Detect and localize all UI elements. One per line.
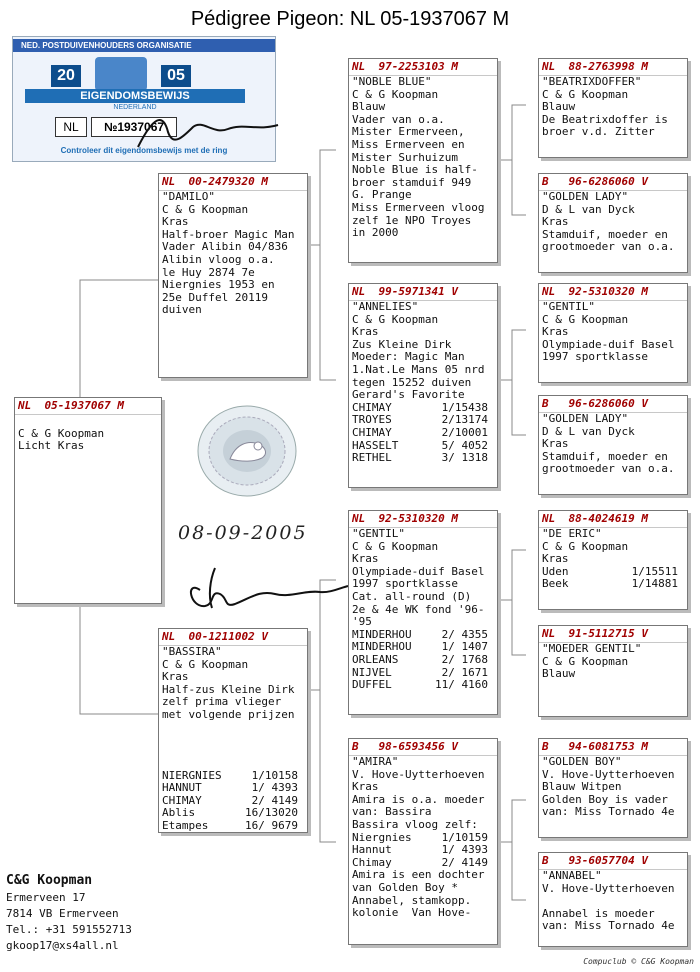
card-line: C & G Koopman — [352, 87, 439, 101]
race-result: 2/ 4149 — [251, 793, 298, 807]
card-line: Vader van o.a. — [352, 112, 445, 126]
card-line: 1.Nat.Le Mans 05 nrd — [352, 362, 485, 376]
race-result-row — [349, 679, 497, 692]
card-line: C & G Koopman — [542, 539, 629, 553]
card-line: in 2000 — [352, 226, 399, 240]
card-line: 2e & 4e WK fond '96- — [352, 602, 485, 616]
address-phone: Tel.: +31 591552713 — [6, 923, 132, 936]
handwritten-signature-icon — [180, 560, 350, 612]
certificate-control-text: Controleer dit eigendomsbewijs met de ring — [60, 146, 228, 155]
signature-date: 08-09-2005 — [178, 522, 308, 544]
card-line: C & G Koopman — [542, 654, 629, 668]
race-result: 2/ 4149 — [441, 855, 488, 869]
card-line: zelf prima vlieger — [162, 695, 282, 709]
card-line: "DAMILO" — [162, 190, 215, 203]
race-result-row — [349, 427, 497, 440]
card-line: le Huy 2874 7e — [162, 265, 255, 279]
card-line: grootmoeder van o.a. — [542, 240, 675, 254]
card-line: Moeder: Magic Man — [352, 350, 465, 364]
card-line: Noble Blue is half- — [352, 163, 478, 177]
race-place: HANNUT — [162, 781, 202, 795]
race-result: 11/ 4160 — [435, 678, 488, 692]
race-place: MINDERHOU — [352, 627, 412, 641]
race-result-row — [539, 578, 687, 591]
subject-ring-number: NL 05-1937067 M — [15, 398, 161, 415]
footer-credit: Compuclub © C&G Koopman — [583, 957, 694, 966]
card-line: Gerard's Favorite — [352, 388, 465, 402]
card-line: "DE ERIC" — [542, 527, 602, 540]
race-result: 2/ 1671 — [441, 665, 488, 679]
card-line: Niergnies 1953 en — [162, 278, 275, 292]
great-grandparent-card-2 — [538, 173, 688, 273]
card-line: Blauw — [542, 667, 576, 681]
card-line: Annabel is moeder — [542, 906, 655, 920]
dam-card — [158, 628, 308, 833]
race-result: 1/15438 — [441, 400, 488, 414]
card-line: V. Hove-Uytterhoeven — [352, 767, 485, 781]
ring-number: NL 92-5310320 M — [539, 284, 687, 301]
grandsire-paternal-card — [348, 58, 498, 263]
card-line: Blauw — [352, 100, 386, 114]
card-line: van Golden Boy * — [352, 880, 458, 894]
ownership-certificate — [12, 36, 276, 162]
granddam-paternal-card — [348, 283, 498, 488]
ring-number: NL 88-2763998 M — [539, 59, 687, 76]
club-seal-icon — [196, 404, 298, 498]
ring-number: B 93-6057704 V — [539, 853, 687, 870]
certificate-ring-number: №1937067 — [91, 117, 177, 137]
great-grandparent-card-3 — [538, 283, 688, 383]
race-result: 1/15511 — [631, 564, 678, 578]
race-place: NIERGNIES — [162, 768, 222, 782]
race-result-row — [159, 782, 307, 795]
great-grandparent-card-1 — [538, 58, 688, 158]
breeder-name: C&G Koopman — [6, 873, 93, 888]
card-line: Alibin vloog o.a. — [162, 252, 275, 266]
card-line: "GENTIL" — [542, 300, 595, 313]
lion-crest-icon — [95, 57, 147, 91]
dam-ring-number: NL 00-1211002 V — [159, 629, 307, 646]
card-line: "GOLDEN BOY" — [542, 755, 622, 768]
granddam-maternal-ring-number: B 98-6593456 V — [349, 739, 497, 756]
card-line: Amira is een dochter — [352, 868, 485, 882]
ring-number: NL 91-5112715 V — [539, 626, 687, 643]
granddam-paternal-ring-number: NL 99-5971341 V — [349, 284, 497, 301]
card-line: "AMIRA" — [352, 755, 399, 768]
card-line: Mister Surhuizum — [352, 150, 458, 164]
race-place: Ablis — [162, 806, 196, 820]
card-line: 25e Duffel 20119 — [162, 290, 268, 304]
card-line: Half-broer Magic Man — [162, 227, 295, 241]
great-grandparent-card-5 — [538, 510, 688, 610]
card-line: Kras — [162, 670, 189, 684]
race-result: 2/10001 — [441, 425, 488, 439]
card-line: D & L van Dyck — [542, 424, 635, 438]
card-line: '95 — [352, 615, 372, 629]
race-result-row — [349, 452, 497, 465]
card-line: Kras — [162, 215, 189, 229]
card-line: van: Bassira — [352, 805, 432, 819]
race-result: 1/ 4393 — [251, 781, 298, 795]
ring-number: B 96-6286060 V — [539, 174, 687, 191]
grandsire-maternal-ring-number: NL 92-5310320 M — [349, 511, 497, 528]
card-line: Mister Ermerveen, — [352, 125, 465, 139]
card-line — [539, 895, 687, 908]
card-line: zelf 1e NPO Troyes — [352, 213, 472, 227]
card-line: "BEATRIXDOFFER" — [542, 75, 642, 88]
card-line: "GENTIL" — [352, 527, 405, 540]
card-line: Stamduif, moeder en — [542, 449, 668, 463]
card-line: Olympiade-duif Basel — [542, 337, 675, 351]
card-line: Stamduif, moeder en — [542, 227, 668, 241]
card-line: Blauw — [542, 100, 576, 114]
card-line: G. Prange — [352, 188, 412, 202]
race-place: ORLEANS — [352, 652, 399, 666]
pigeon-color: Licht Kras — [18, 439, 85, 453]
card-line: duiven — [162, 303, 202, 317]
card-line: C & G Koopman — [542, 87, 629, 101]
card-line: Vader Alibin 04/836 — [162, 240, 288, 254]
race-result: 2/ 1768 — [441, 652, 488, 666]
card-line: Blauw Witpen — [542, 780, 622, 794]
card-line: kolonie Van Hove- — [352, 906, 472, 920]
race-result-row — [349, 654, 497, 667]
page-title: Pédigree Pigeon: NL 05-1937067 M — [190, 8, 510, 30]
race-result: 1/ 1407 — [441, 640, 488, 654]
certificate-country: NEDERLAND — [113, 104, 157, 111]
race-place: CHIMAY — [352, 400, 392, 414]
certificate-nl-label: NL — [55, 117, 87, 137]
card-line: Kras — [542, 325, 569, 339]
card-line: broer v.d. Zitter — [542, 125, 655, 139]
race-result: 5/ 4052 — [441, 438, 488, 452]
race-result: 2/ 4355 — [441, 627, 488, 641]
ring-number: NL 88-4024619 M — [539, 511, 687, 528]
card-line: Kras — [352, 325, 379, 339]
race-place: TROYES — [352, 413, 392, 427]
race-place: Hannut — [352, 843, 392, 857]
card-line: C & G Koopman — [352, 312, 439, 326]
card-line: Miss Ermerveen en — [352, 137, 465, 151]
card-line: 1997 sportklasse — [542, 350, 648, 364]
ring-number: B 96-6286060 V — [539, 396, 687, 413]
card-line: Cat. all-round (D) — [352, 589, 472, 603]
race-place: Etampes — [162, 818, 209, 832]
race-place: Chimay — [352, 855, 392, 869]
card-line: V. Hove-Uytterhoeven — [542, 881, 675, 895]
card-line: 1997 sportklasse — [352, 577, 458, 591]
certificate-year-left: 20 — [51, 65, 81, 87]
card-line: "ANNELIES" — [352, 300, 419, 313]
card-line: broer stamduif 949 — [352, 175, 472, 189]
address-city: 7814 VB Ermerveen — [6, 907, 119, 920]
card-line: "GOLDEN LADY" — [542, 190, 629, 203]
card-line: Bassira vloog zelf: — [352, 817, 478, 831]
card-line: Kras — [352, 552, 379, 566]
address-email: gkoop17@xs4all.nl — [6, 939, 119, 952]
sire-ring-number: NL 00-2479320 M — [159, 174, 307, 191]
race-place: Beek — [542, 577, 569, 591]
card-line: V. Hove-Uytterhoeven — [542, 767, 675, 781]
card-line: Golden Boy is vader — [542, 792, 668, 806]
certificate-year-right: 05 — [161, 65, 191, 87]
sire-card — [158, 173, 308, 378]
card-line: C & G Koopman — [162, 657, 249, 671]
card-line: Zus Kleine Dirk — [352, 337, 452, 351]
race-result: 16/13020 — [245, 806, 298, 820]
race-result: 1/ 4393 — [441, 843, 488, 857]
race-result: 2/13174 — [441, 413, 488, 427]
race-place: RETHEL — [352, 451, 392, 465]
certificate-band-text: EIGENDOMSBEWIJS — [25, 89, 245, 103]
card-line: met volgende prijzen — [162, 707, 295, 721]
race-place: CHIMAY — [352, 425, 392, 439]
card-line: Kras — [542, 552, 569, 566]
race-place: HASSELT — [352, 438, 399, 452]
grandsire-maternal-card — [348, 510, 498, 715]
card-line: van: Miss Tornado 4e — [542, 919, 675, 933]
race-place: NIJVEL — [352, 665, 392, 679]
card-line: "ANNABEL" — [542, 869, 602, 882]
card-line: "MOEDER GENTIL" — [542, 642, 642, 655]
certificate-organisation: NED. POSTDUIVENHOUDERS ORGANISATIE — [13, 39, 275, 52]
race-result-row — [159, 820, 307, 833]
card-line: Kras — [352, 780, 379, 794]
card-line: C & G Koopman — [162, 202, 249, 216]
card-line: van: Miss Tornado 4e — [542, 805, 675, 819]
great-grandparent-card-6 — [538, 625, 688, 717]
card-line: C & G Koopman — [352, 539, 439, 553]
breeder-name: C & G Koopman — [18, 426, 105, 440]
address-street: Ermerveen 17 — [6, 891, 86, 904]
card-line: Half-zus Kleine Dirk — [162, 682, 295, 696]
race-result: 16/ 9679 — [245, 818, 298, 832]
card-line: Kras — [542, 437, 569, 451]
card-line: Kras — [542, 215, 569, 229]
card-line — [15, 415, 161, 428]
subject-pigeon-card — [14, 397, 162, 604]
card-line: "GOLDEN LADY" — [542, 412, 629, 425]
card-line: "NOBLE BLUE" — [352, 75, 432, 88]
great-grandparent-card-4 — [538, 395, 688, 495]
card-line: Olympiade-duif Basel — [352, 564, 485, 578]
great-grandparent-card-7 — [538, 738, 688, 838]
card-line: Annabel, stamkopp. — [352, 893, 472, 907]
card-line: tegen 15252 duiven — [352, 375, 472, 389]
great-grandparent-card-8 — [538, 852, 688, 947]
race-result: 1/10158 — [251, 768, 298, 782]
race-place: DUFFEL — [352, 678, 392, 692]
race-result: 1/14881 — [631, 577, 678, 591]
race-place: CHIMAY — [162, 793, 202, 807]
grandsire-paternal-ring-number: NL 97-2253103 M — [349, 59, 497, 76]
ring-number: B 94-6081753 M — [539, 739, 687, 756]
card-line: Miss Ermerveen vloog — [352, 200, 485, 214]
race-result: 1/10159 — [441, 830, 488, 844]
race-place: MINDERHOU — [352, 640, 412, 654]
race-place: Niergnies — [352, 830, 412, 844]
card-line: C & G Koopman — [542, 312, 629, 326]
card-line: De Beatrixdoffer is — [542, 112, 668, 126]
card-line: Amira is o.a. moeder — [352, 792, 485, 806]
granddam-maternal-card — [348, 738, 498, 945]
race-result-row — [349, 844, 497, 857]
breeder-address — [6, 872, 132, 954]
card-line: grootmoeder van o.a. — [542, 462, 675, 476]
card-line: D & L van Dyck — [542, 202, 635, 216]
race-result: 3/ 1318 — [441, 451, 488, 465]
card-line: "BASSIRA" — [162, 645, 222, 658]
race-place: Uden — [542, 564, 569, 578]
